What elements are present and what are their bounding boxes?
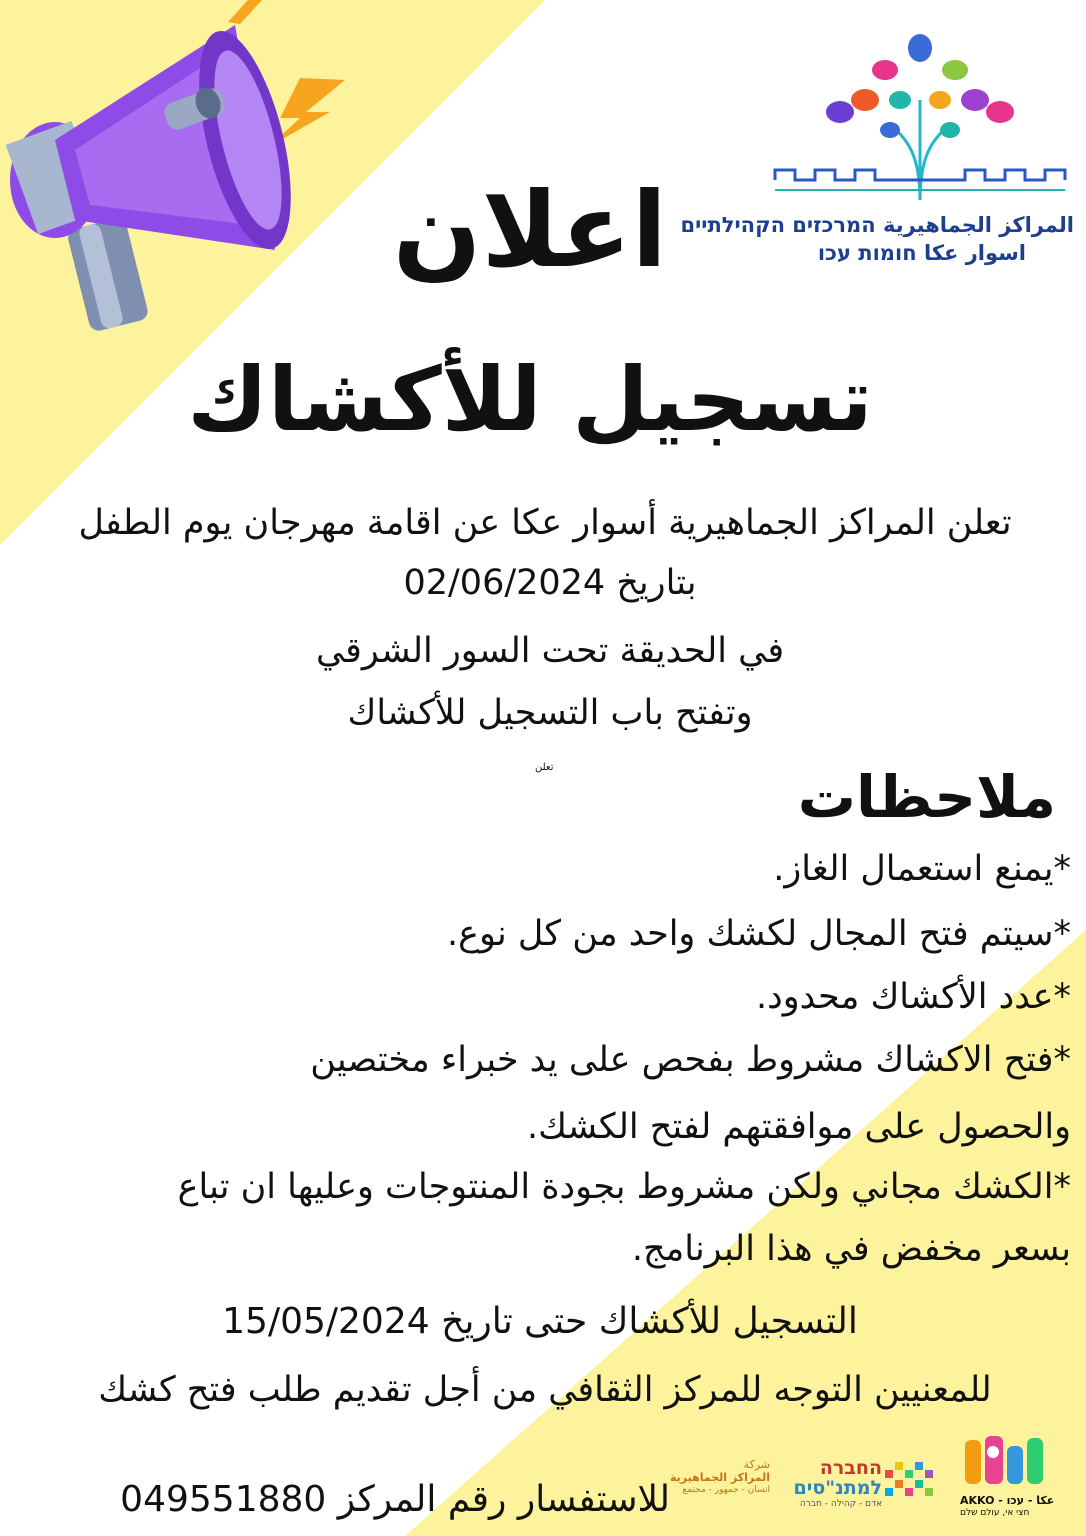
lightning-bolt-icon	[228, 0, 262, 24]
sponsor3-line2: חצי אי, עולם שלם	[960, 1508, 1030, 1518]
org-logo-line1: المراكز الجماهيرية המרכזים הקהילתיים	[680, 213, 1074, 237]
sponsor1-line1: شركة	[743, 1458, 770, 1471]
matnasim-pixel-logo-icon	[885, 1462, 939, 1498]
megaphone-icon	[0, 0, 360, 340]
sponsor2-line2: למתנ"סים	[793, 1477, 882, 1499]
registration-instructions: للمعنيين التوجه للمركز الثقافي من أجل تقديم طلب فتح كشك	[98, 1370, 992, 1410]
note-item: *يمنع استعمال الغاز.	[773, 849, 1071, 889]
announcement-registration: وتفتح باب التسجيل للأكشاك	[347, 693, 753, 733]
sponsor-matnasim	[792, 1458, 882, 1511]
announcement-date: بتاريخ 02/06/2024	[403, 563, 697, 603]
sponsor1-line3: انسان - جمهور - مجتمع	[682, 1485, 770, 1495]
org-logo-line2: اسوار عكا חומות עכו	[817, 241, 1026, 265]
note-item: والحصول على موافقتهم لفتح الكشك.	[527, 1107, 1071, 1147]
notes-heading: ملاحظات	[797, 763, 1056, 831]
announcement-location: في الحديقة تحت السور الشرقي	[315, 631, 785, 671]
note-item: *فتح الاكشاك مشروط بفحص على يد خبراء مختصين	[310, 1040, 1071, 1080]
note-item: *سيتم فتح المجال لكشك واحد من كل نوع.	[446, 914, 1071, 954]
page-subtitle: تسجيل للأكشاك	[187, 348, 873, 451]
page-title: اعلان	[392, 169, 668, 291]
registration-deadline: التسجيل للأكشاك حتى تاريخ 15/05/2024	[222, 1301, 858, 1342]
announcement-line: تعلن المراكز الجماهيرية أسوار عكا عن اقامة مهرجان يوم الطفل	[78, 503, 1012, 543]
tree-wall-logo-icon	[770, 30, 1070, 205]
sponsor-akko	[960, 1494, 1070, 1519]
sponsor-community-centers	[669, 1458, 770, 1497]
sponsor1-line2: المراكز الجماهيرية	[669, 1471, 770, 1484]
sponsor2-line3: אדם - קהילה - חברה	[799, 1499, 882, 1509]
akko-city-logo-icon	[965, 1432, 1045, 1490]
note-item: *عدد الأكشاك محدود.	[756, 977, 1071, 1017]
sponsor2-line1: החברה	[819, 1457, 882, 1479]
tiny-label: تعلن	[535, 762, 554, 773]
note-item: *الكشك مجاني ولكن مشروط بجودة المنتوجات وعليها ان تباع	[177, 1167, 1071, 1207]
contact-phone: للاستفسار رقم المركز 049551880	[120, 1479, 670, 1520]
sponsor3-line1: AKKO - عكا - עכו	[960, 1494, 1055, 1507]
note-item: بسعر مخفض في هذا البرنامج.	[631, 1229, 1071, 1269]
